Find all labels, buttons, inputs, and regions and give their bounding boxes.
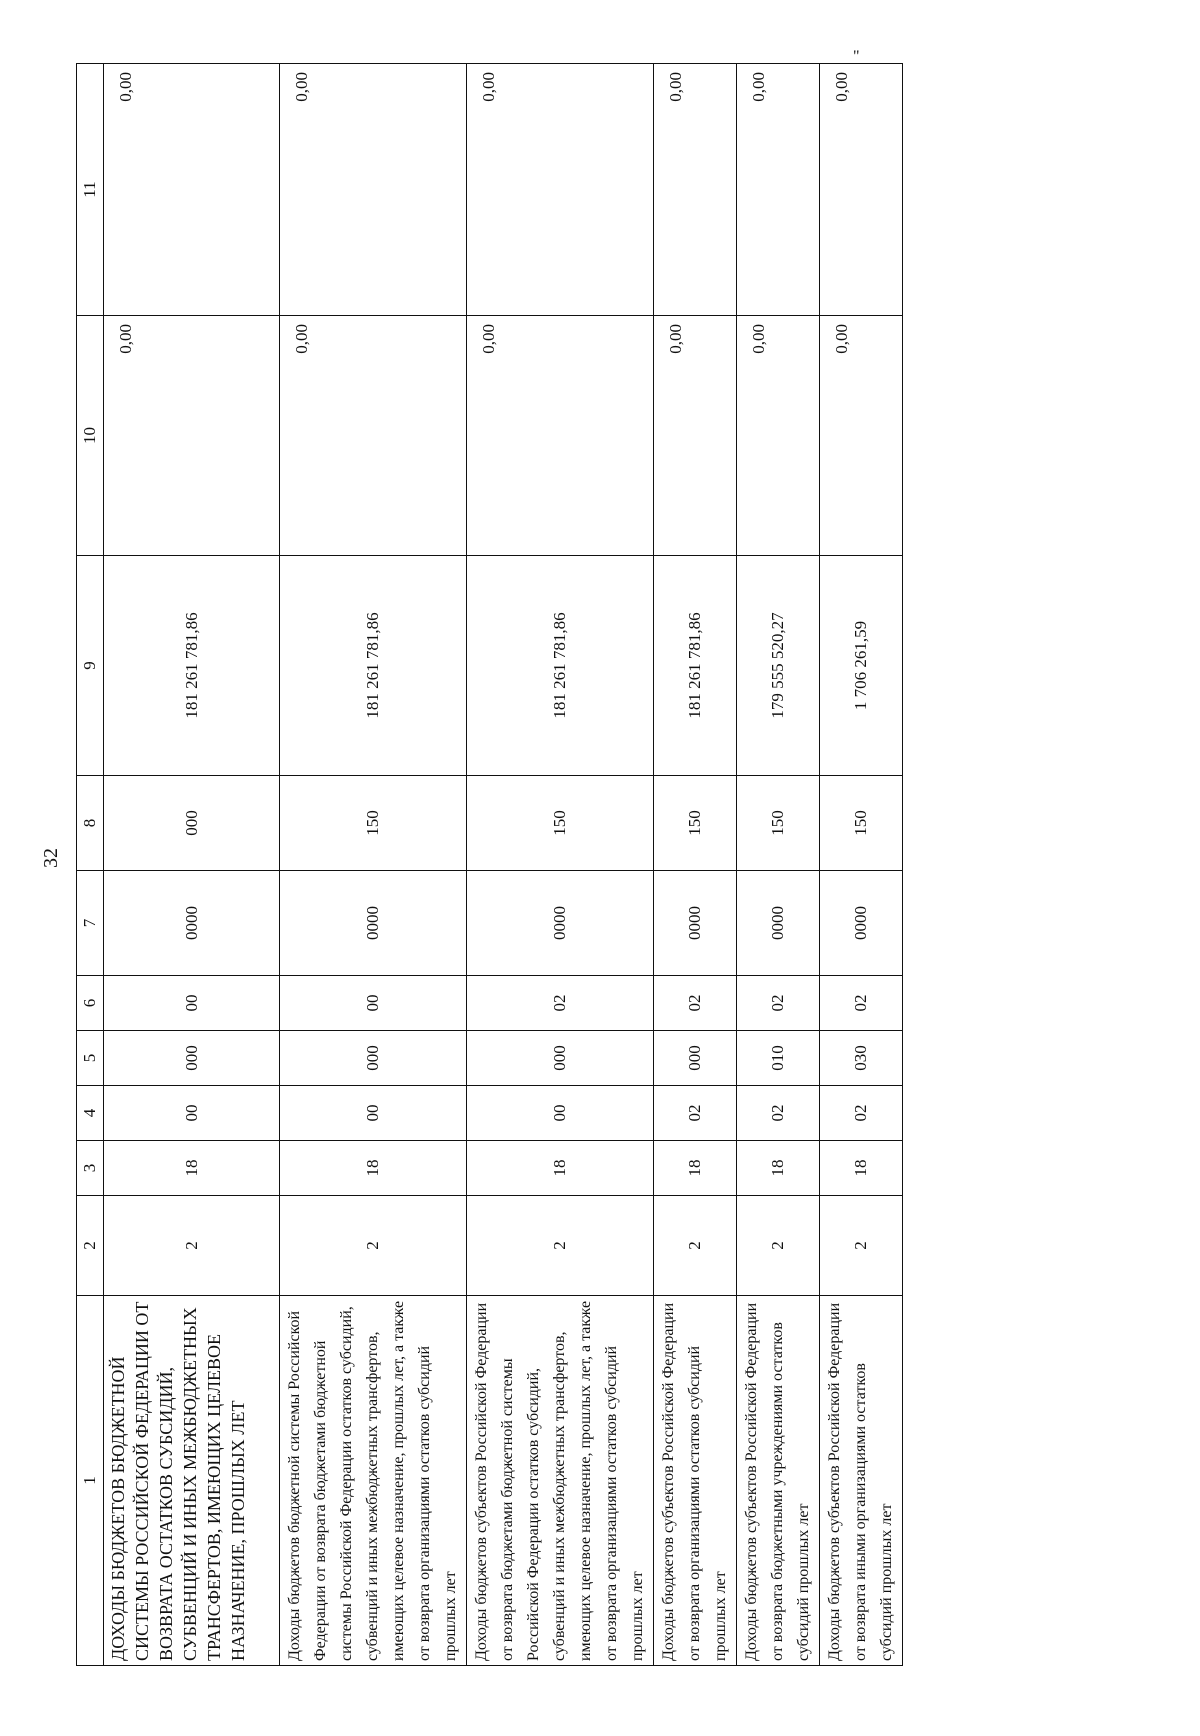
code-cell: 18 bbox=[467, 1141, 654, 1196]
amount-cell: 0,00 bbox=[467, 64, 654, 316]
amount-cell: 0,00 bbox=[280, 316, 467, 556]
amount-cell: 0,00 bbox=[654, 64, 737, 316]
row-name: Доходы бюджетов субъектов Российской Федерации от возврата иными организациями остатков субсидий прошлых лет bbox=[820, 1296, 903, 1666]
code-cell: 18 bbox=[104, 1141, 280, 1196]
header-cell: 2 bbox=[77, 1196, 104, 1296]
page-number: 32 bbox=[40, 848, 62, 868]
amount-cell: 181 261 781,86 bbox=[280, 556, 467, 776]
code-cell: 00 bbox=[280, 976, 467, 1031]
header-cell: 1 bbox=[77, 1296, 104, 1666]
code-cell: 150 bbox=[820, 776, 903, 871]
code-cell: 150 bbox=[467, 776, 654, 871]
amount-cell: 0,00 bbox=[104, 64, 280, 316]
table-row bbox=[280, 64, 467, 1666]
code-cell: 18 bbox=[737, 1141, 820, 1196]
code-cell: 0000 bbox=[737, 871, 820, 976]
table-row bbox=[737, 64, 820, 1666]
code-cell: 02 bbox=[737, 1086, 820, 1141]
table-row bbox=[654, 64, 737, 1666]
code-cell: 150 bbox=[280, 776, 467, 871]
amount-cell: 1 706 261,59 bbox=[820, 556, 903, 776]
code-cell: 2 bbox=[280, 1196, 467, 1296]
header-cell: 3 bbox=[77, 1141, 104, 1196]
code-cell: 000 bbox=[467, 1031, 654, 1086]
amount-cell: 0,00 bbox=[737, 316, 820, 556]
code-cell: 2 bbox=[104, 1196, 280, 1296]
header-row bbox=[77, 64, 104, 1666]
code-cell: 2 bbox=[654, 1196, 737, 1296]
amount-cell: 0,00 bbox=[654, 316, 737, 556]
code-cell: 0000 bbox=[654, 871, 737, 976]
code-cell: 0000 bbox=[280, 871, 467, 976]
code-cell: 030 bbox=[820, 1031, 903, 1086]
amount-cell: 0,00 bbox=[104, 316, 280, 556]
header-cell: 5 bbox=[77, 1031, 104, 1086]
code-cell: 02 bbox=[820, 1086, 903, 1141]
row-name: ДОХОДЫ БЮДЖЕТОВ БЮДЖЕТНОЙ СИСТЕМЫ РОССИЙСКОЙ ФЕДЕРАЦИИ ОТ ВОЗВРАТА ОСТАТКОВ СУБСИДИЙ, СУБВЕНЦИЙ И ИНЫХ МЕЖБЮДЖЕТНЫХ ТРАНСФЕРТОВ, ИМЕЮЩИХ ЦЕЛЕВОЕ НАЗНАЧЕНИЕ, ПРОШЛЫХ ЛЕТ bbox=[104, 1296, 280, 1666]
code-cell: 02 bbox=[467, 976, 654, 1031]
budget-table bbox=[76, 63, 903, 1666]
code-cell: 000 bbox=[104, 1031, 280, 1086]
amount-cell: 0,00 bbox=[820, 64, 903, 316]
code-cell: 010 bbox=[737, 1031, 820, 1086]
amount-cell: 0,00 bbox=[467, 316, 654, 556]
code-cell: 2 bbox=[467, 1196, 654, 1296]
code-cell: 000 bbox=[280, 1031, 467, 1086]
header-cell: 9 bbox=[77, 556, 104, 776]
code-cell: 02 bbox=[737, 976, 820, 1031]
code-cell: 18 bbox=[280, 1141, 467, 1196]
code-cell: 2 bbox=[820, 1196, 903, 1296]
closing-quote-mark: " bbox=[853, 48, 860, 65]
header-cell: 8 bbox=[77, 776, 104, 871]
header-cell: 6 bbox=[77, 976, 104, 1031]
table-row bbox=[820, 64, 903, 1666]
table-row bbox=[104, 64, 280, 1666]
row-name: Доходы бюджетов бюджетной системы Российской Федерации от возврата бюджетами бюджетной системы Российской Федерации остатков субсидий, субвенций и иных межбюджетных трансфертов, имеющих целевое назначение, прошлых лет, а также от возврата организациями остатков субсидий прошлых лет bbox=[280, 1296, 467, 1666]
amount-cell: 181 261 781,86 bbox=[104, 556, 280, 776]
row-name: Доходы бюджетов субъектов Российской Федерации от возврата бюджетными учреждениями остатков субсидий прошлых лет bbox=[737, 1296, 820, 1666]
amount-cell: 0,00 bbox=[820, 316, 903, 556]
code-cell: 0000 bbox=[467, 871, 654, 976]
amount-cell: 181 261 781,86 bbox=[467, 556, 654, 776]
code-cell: 02 bbox=[654, 976, 737, 1031]
amount-cell: 179 555 520,27 bbox=[737, 556, 820, 776]
code-cell: 18 bbox=[654, 1141, 737, 1196]
header-cell: 10 bbox=[77, 316, 104, 556]
row-name: Доходы бюджетов субъектов Российской Федерации от возврата организациями остатков субсидий прошлых лет bbox=[654, 1296, 737, 1666]
table-row bbox=[467, 64, 654, 1666]
code-cell: 02 bbox=[820, 976, 903, 1031]
code-cell: 00 bbox=[280, 1086, 467, 1141]
code-cell: 150 bbox=[737, 776, 820, 871]
header-cell: 7 bbox=[77, 871, 104, 976]
amount-cell: 0,00 bbox=[280, 64, 467, 316]
code-cell: 0000 bbox=[104, 871, 280, 976]
code-cell: 150 bbox=[654, 776, 737, 871]
code-cell: 00 bbox=[104, 1086, 280, 1141]
code-cell: 18 bbox=[820, 1141, 903, 1196]
code-cell: 00 bbox=[467, 1086, 654, 1141]
code-cell: 02 bbox=[654, 1086, 737, 1141]
row-name: Доходы бюджетов субъектов Российской Федерации от возврата бюджетами бюджетной системы Российской Федерации остатков субсидий, субвенций и иных межбюджетных трансфертов, имеющих целевое назначение, прошлых лет, а также от возврата организациями остатков субсидий прошлых лет bbox=[467, 1296, 654, 1666]
code-cell: 2 bbox=[737, 1196, 820, 1296]
code-cell: 000 bbox=[654, 1031, 737, 1086]
header-cell: 4 bbox=[77, 1086, 104, 1141]
budget-table-wrapper bbox=[76, 64, 895, 1666]
amount-cell: 181 261 781,86 bbox=[654, 556, 737, 776]
code-cell: 00 bbox=[104, 976, 280, 1031]
code-cell: 000 bbox=[104, 776, 280, 871]
code-cell: 0000 bbox=[820, 871, 903, 976]
amount-cell: 0,00 bbox=[737, 64, 820, 316]
header-cell: 11 bbox=[77, 64, 104, 316]
